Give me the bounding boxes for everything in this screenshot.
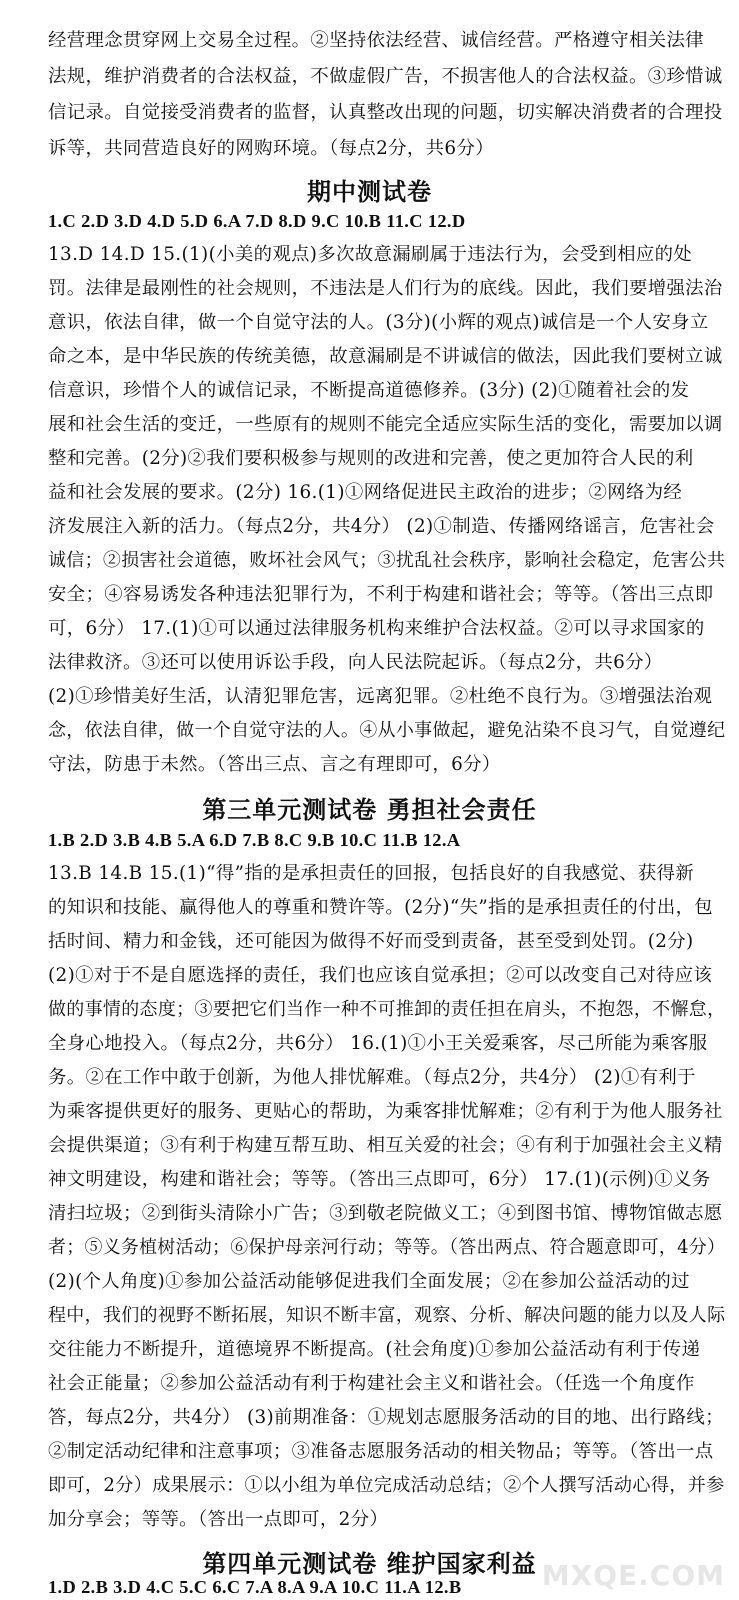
choice-answers-row: 1.C 2.D 3.D 4.D 5.D 6.A 7.D 8.D 9.C 10.B 11.C 12.D [48,211,466,231]
text-line: 安全；④容易诱发各种违法犯罪行为，不利于构建和谐社会；等等。（答出三点即 [48,584,714,605]
watermark-text: MXQE.COM [541,1559,725,1592]
text-line: 括时间、精力和金钱，还可能因为做得不好而受到责备，甚至受到处罚。(2分) [48,931,694,952]
choice-answers-row: 1.D 2.B 3.D 4.C 5.C 6.C 7.A 8.A 9.A 10.C 11.A 12.B [48,1577,462,1597]
text-line: 答，每点2分，共4分） (3)前期准备：①规划志愿服务活动的目的地、出行路线； [48,1407,724,1428]
text-line: 经营理念贯穿网上交易全过程。②坚持依法经营、诚信经营。严格遵守相关法律 [48,30,704,51]
text-line: 即可，2分）成果展示：①以小组为单位完成活动总结；②个人撰写活动心得，并参 [48,1475,725,1496]
text-line: 念，依法自律，做一个自觉守法的人。④从小事做起，避免沾染不良习气，自觉遵纪 [48,720,726,741]
text-line: 展和社会生活的变迁，一些原有的规则不能完全适应实际生活的变化，需要加以调 [48,414,723,435]
text-line: ②制定活动纪律和注意事项；③准备志愿服务活动的相关物品；等等。（答出一点 [48,1441,714,1462]
section-title-midterm: 期中测试卷 [307,178,432,206]
text-line: 为乘客提供更好的服务、更贴心的帮助，为乘客排忧解难；②有利于为他人服务社 [48,1101,723,1122]
text-line: 做的事情的态度；③要把它们当作一种不可推卸的责任担在肩头，不抱怨，不懈怠， [48,999,726,1020]
text-line: 可，6分） 17.(1)①可以通过法律服务机构来维护合法权益。②可以寻求国家的 [48,618,705,639]
text-line: (2)(个人角度)①参加公益活动能够促进我们全面发展；②在参加公益活动的过 [48,1271,690,1292]
watermark-logo [511,1526,731,1596]
text-line: 整和完善。(2分)②我们要积极参与规则的改进和完善，使之更加符合人民的利 [48,448,694,469]
text-line: 加分享会；等等。（答出一点即可，2分） [48,1509,389,1530]
text-line: 交往能力不断提升，道德境界不断提高。(社会角度)①参加公益活动有利于传递 [48,1339,701,1360]
text-line: (2)①珍惜美好生活，认清犯罪危害，远离犯罪。②杜绝不良行为。③增强法治观 [48,686,713,707]
text-line: 法规，维护消费者的合法权益，不做虚假广告，不损害他人的合法权益。③珍惜诚 [48,66,723,87]
text-line: 清扫垃圾；②到街头清除小广告；③到敬老院做义工；④到图书馆、博物馆做志愿 [48,1203,723,1224]
text-line: 益和社会发展的要求。(2分) 16.(1)①网络促进民主政治的进步；②网络为经 [48,482,683,503]
text-line: 命之本，是中华民族的传统美德，故意漏刷是不讲诚信的做法，因此我们要树立诚 [48,346,723,367]
text-line: 信记录。自觉接受消费者的监督，认真整改出现的问题，切实解决消费者的合理投 [48,102,723,123]
text-line: 法律救济。③还可以使用诉讼手段，向人民法院起诉。（每点2分，共6分） [48,652,663,673]
section-title-unit4: 第四单元测试卷 维护国家利益 [202,1550,537,1578]
text-line: 意识，依法自律，做一个自觉守法的人。(3分)(小辉的观点)诚信是一个人安身立 [48,312,709,333]
text-line: 守法，防患于未然。（答出三点、言之有理即可，6分） [48,754,501,775]
text-line: 13.B 14.B 15.(1)“得”指的是承担责任的回报，包括良好的自我感觉、获得新 [48,863,695,884]
text-line: 罚。法律是最刚性的社会规则，不违法是人们行为的底线。因此，我们要增强法治 [48,278,723,299]
text-line: 神文明建设，构建和谐社会；等等。（答出三点即可，6分） 17.(1)(示例)①义务 [48,1169,711,1190]
text-line: 会提供渠道；③有利于构建互帮互助、相互关爱的社会；④有利于加强社会主义精 [48,1135,723,1156]
text-line: 诉等，共同营造良好的网购环境。（每点2分，共6分） [48,138,494,159]
text-line: 信意识，珍惜个人的诚信记录，不断提高道德修养。(3分) (2)①随着社会的发 [48,380,690,401]
choice-answers-row: 1.B 2.D 3.B 4.B 5.A 6.D 7.B 8.C 9.B 10.C 11.B 12.A [48,830,461,850]
text-line: 全身心地投入。（每点2分，共6分） 16.(1)①小王关爱乘客，尽己所能为乘客服 [48,1033,708,1054]
section-title-unit3: 第三单元测试卷 勇担社会责任 [202,796,537,824]
text-line: 济发展注入新的活力。（每点2分，共4分） (2)①制造、传播网络谣言，危害社会 [48,516,715,537]
text-line: (2)①对于不是自愿选择的责任，我们也应该自觉承担；②可以改变自己对待应该 [48,965,713,986]
text-line: 务。②在工作中敢于创新，为他人排忧解难。（每点2分，共4分） (2)①有利于 [48,1067,696,1088]
text-line: 13.D 14.D 15.(1)(小美的观点)多次故意漏刷属于违法行为，会受到相应的处 [48,244,693,265]
text-line: 的知识和技能、赢得他人的尊重和赞许等。(2分)“失”指的是承担责任的付出，包 [48,897,714,918]
text-line: 诚信；②损害社会道德，败坏社会风气；③扰乱社会秩序，影响社会稳定，危害公共 [48,550,726,571]
text-line: 社会正能量；②参加公益活动有利于构建社会主义和谐社会。（任选一个角度作 [48,1373,695,1394]
text-line: 程中，我们的视野不断拓展，知识不断丰富，观察、分析、解决问题的能力以及人际 [48,1305,726,1326]
text-line: 者；⑤义务植树活动；⑥保护母亲河行动；等等。（答出两点、符合题意即可，4分） [48,1237,726,1258]
